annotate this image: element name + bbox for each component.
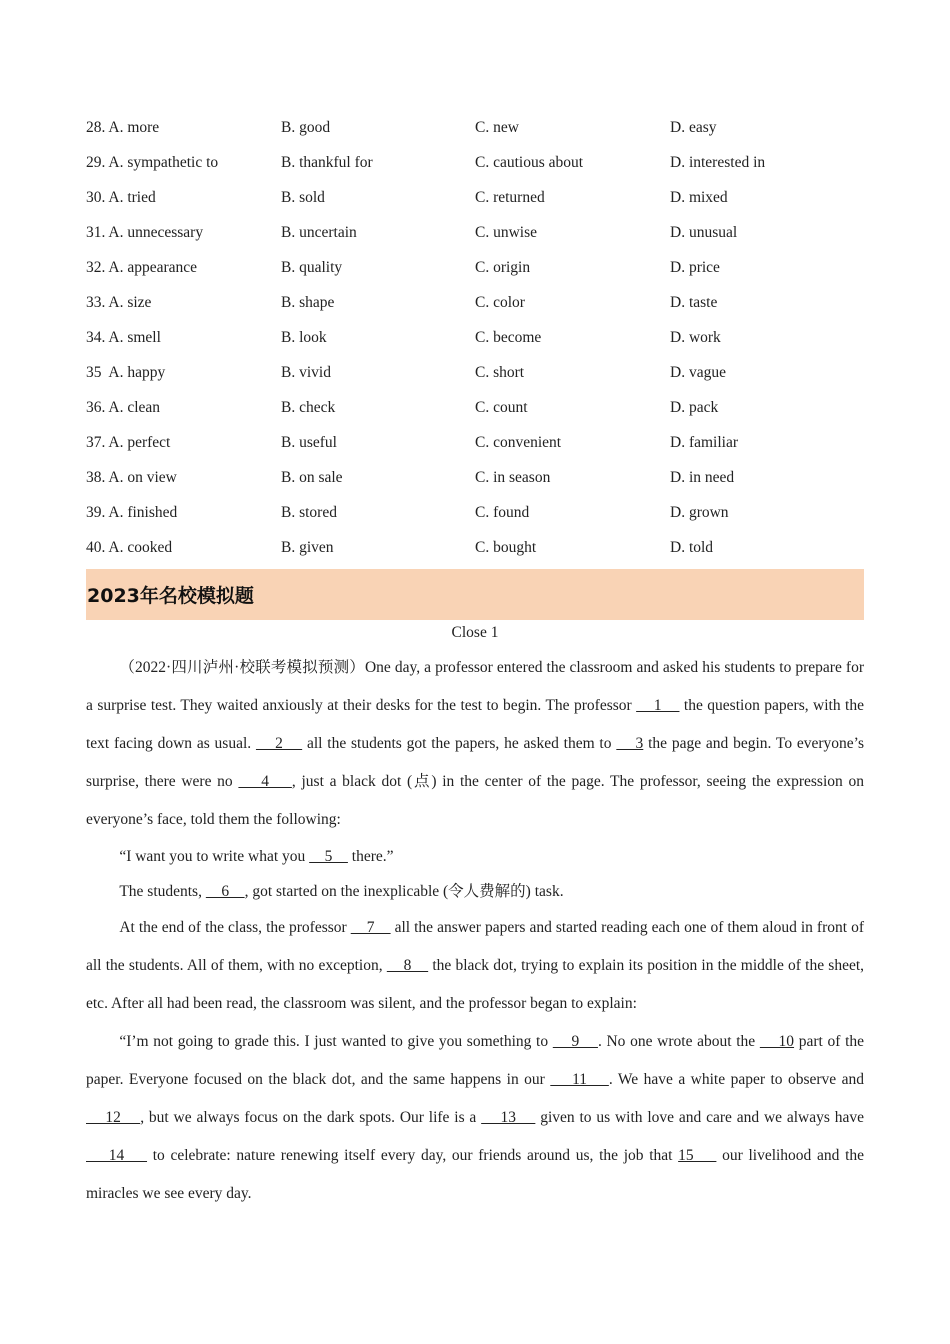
passage-text: the black dot, trying to explain its position in the middle of the sheet, etc. After all had been read, the classroom was silent, and the professor began to explain: bbox=[86, 957, 865, 1012]
option-cell: B. shape bbox=[281, 293, 335, 311]
passage-text: , but we always focus on the dark spots. Our life is a bbox=[140, 1109, 482, 1126]
option-row bbox=[86, 530, 876, 565]
passage-text: . We have a white paper to observe and bbox=[608, 1071, 864, 1088]
option-cell: D. taste bbox=[670, 293, 718, 311]
answer-blank: 7 bbox=[350, 919, 391, 936]
option-row bbox=[86, 215, 876, 250]
option-cell: B. look bbox=[281, 328, 327, 346]
option-cell: B. good bbox=[281, 118, 331, 136]
answer-blank: 6 bbox=[205, 883, 245, 900]
option-cell: B. uncertain bbox=[281, 223, 357, 241]
option-cell: C. in season bbox=[475, 468, 551, 486]
option-cell: C. unwise bbox=[475, 223, 537, 241]
answer-blank: 15 bbox=[678, 1147, 717, 1164]
passage-text: . No one wrote about the bbox=[597, 1033, 760, 1050]
answer-blank: 11 bbox=[550, 1071, 609, 1088]
passage-paragraph bbox=[86, 649, 864, 839]
option-cell: 37. A. perfect bbox=[86, 433, 171, 451]
option-cell: 40. A. cooked bbox=[86, 538, 173, 556]
option-row bbox=[86, 355, 876, 390]
option-cell: 30. A. tried bbox=[86, 188, 156, 206]
passage-text: there.” bbox=[347, 848, 394, 865]
option-row bbox=[86, 495, 876, 530]
passage-paragraph bbox=[86, 1023, 864, 1213]
option-cell: C. returned bbox=[475, 188, 545, 206]
answer-blank: 8 bbox=[386, 957, 429, 974]
answer-blank: 3 bbox=[616, 735, 644, 752]
option-cell: C. bought bbox=[475, 538, 537, 556]
option-row bbox=[86, 250, 876, 285]
answer-blank: 2 bbox=[255, 735, 303, 752]
option-cell: 28. A. more bbox=[86, 118, 160, 136]
passage-text: the page and begin. To everyone’s surprise, there were no bbox=[86, 735, 865, 790]
option-cell: D. grown bbox=[670, 503, 729, 521]
passage-paragraph bbox=[86, 874, 864, 909]
passage-text: to celebrate: nature renewing itself every day, our friends around us, the job that bbox=[147, 1147, 679, 1164]
option-cell: D. in need bbox=[670, 468, 735, 486]
option-cell: C. count bbox=[475, 398, 528, 416]
option-cell: 38. A. on view bbox=[86, 468, 177, 486]
option-cell: D. pack bbox=[670, 398, 719, 416]
option-cell: C. origin bbox=[475, 258, 531, 276]
passage-text: all the answer papers and started reading each one of them aloud in front of all the students. All of them, with no exception, bbox=[86, 919, 864, 974]
option-cell: 29. A. sympathetic to bbox=[86, 153, 219, 171]
option-cell: 36. A. clean bbox=[86, 398, 161, 416]
option-row bbox=[86, 180, 876, 215]
option-row bbox=[86, 285, 876, 320]
option-cell: C. new bbox=[475, 118, 519, 136]
answer-blank: 10 bbox=[759, 1033, 795, 1050]
passage-paragraph bbox=[86, 839, 864, 874]
option-cell: B. on sale bbox=[281, 468, 343, 486]
option-cell: B. vivid bbox=[281, 363, 331, 381]
passage bbox=[86, 649, 864, 1213]
passage-text: “I want you to write what you bbox=[119, 848, 310, 865]
answer-blank: 13 bbox=[481, 1109, 536, 1126]
passage-text: the question papers, with the text facing down as usual. bbox=[86, 697, 864, 752]
option-row bbox=[86, 460, 876, 495]
option-cell: 39. A. finished bbox=[86, 503, 178, 521]
option-cell: B. quality bbox=[281, 258, 343, 276]
option-cell: C. color bbox=[475, 293, 525, 311]
passage-paragraph bbox=[86, 909, 864, 1023]
option-cell: D. unusual bbox=[670, 223, 738, 241]
option-cell: D. interested in bbox=[670, 153, 766, 171]
option-cell: C. convenient bbox=[475, 433, 562, 451]
option-cell: B. thankful for bbox=[281, 153, 373, 171]
passage-text: At the end of the class, the professor bbox=[119, 919, 351, 936]
answer-blank: 4 bbox=[238, 773, 292, 790]
answer-blank: 1 bbox=[636, 697, 680, 714]
option-cell: B. useful bbox=[281, 433, 337, 451]
option-cell: C. found bbox=[475, 503, 530, 521]
passage-text: The students, bbox=[119, 883, 206, 900]
option-cell: D. price bbox=[670, 258, 720, 276]
passage-text: , just a black dot (点) in the center of the page. The professor, seeing the expression on everyone’s face, told them the following: bbox=[86, 773, 864, 828]
option-cell: C. short bbox=[475, 363, 525, 381]
options-table bbox=[86, 110, 876, 565]
cloze-title: Close 1 bbox=[451, 624, 499, 641]
option-cell: C. become bbox=[475, 328, 542, 346]
passage-text: （2022·四川泸州·校联考模拟预测）One day, a professor entered the classroom and asked his students to prepare for a surprise test. They waited anxiously at their desks for the test to begin. The professor bbox=[86, 659, 864, 714]
option-cell: B. check bbox=[281, 398, 336, 416]
option-cell: D. told bbox=[670, 538, 714, 556]
option-row bbox=[86, 390, 876, 425]
option-cell: B. given bbox=[281, 538, 334, 556]
passage-text: part of the paper. Everyone focused on the black dot, and the same happens in our bbox=[86, 1033, 865, 1088]
option-row bbox=[86, 110, 876, 145]
option-cell: 35 A. happy bbox=[86, 363, 166, 381]
option-row bbox=[86, 425, 876, 460]
passage-text: “I’m not going to grade this. I just wanted to give you something to bbox=[119, 1033, 553, 1050]
passage-text: our livelihood and the miracles we see every day. bbox=[86, 1147, 865, 1202]
option-cell: B. sold bbox=[281, 188, 325, 206]
option-cell: D. work bbox=[670, 328, 721, 346]
passage-text: given to us with love and care and we always have bbox=[535, 1109, 865, 1126]
option-cell: 34. A. smell bbox=[86, 328, 161, 346]
option-cell: B. stored bbox=[281, 503, 337, 521]
option-cell: D. easy bbox=[670, 118, 717, 136]
answer-blank: 9 bbox=[552, 1033, 598, 1050]
section-title: 2023年名校模拟题 bbox=[87, 585, 254, 607]
option-cell: 33. A. size bbox=[86, 293, 152, 311]
answer-blank: 12 bbox=[86, 1109, 141, 1126]
passage-text: all the students got the papers, he asked them to bbox=[302, 735, 617, 752]
answer-blank: 14 bbox=[86, 1147, 148, 1164]
section-header bbox=[86, 569, 864, 620]
answer-blank: 5 bbox=[309, 848, 348, 865]
option-cell: 31. A. unnecessary bbox=[86, 223, 204, 241]
option-row bbox=[86, 320, 876, 355]
option-cell: D. mixed bbox=[670, 188, 728, 206]
option-cell: 32. A. appearance bbox=[86, 258, 198, 276]
option-cell: D. familiar bbox=[670, 433, 739, 451]
passage-text: , got started on the inexplicable (令人费解的) task. bbox=[244, 883, 564, 900]
option-cell: C. cautious about bbox=[475, 153, 584, 171]
option-row bbox=[86, 145, 876, 180]
option-cell: D. vague bbox=[670, 363, 726, 381]
